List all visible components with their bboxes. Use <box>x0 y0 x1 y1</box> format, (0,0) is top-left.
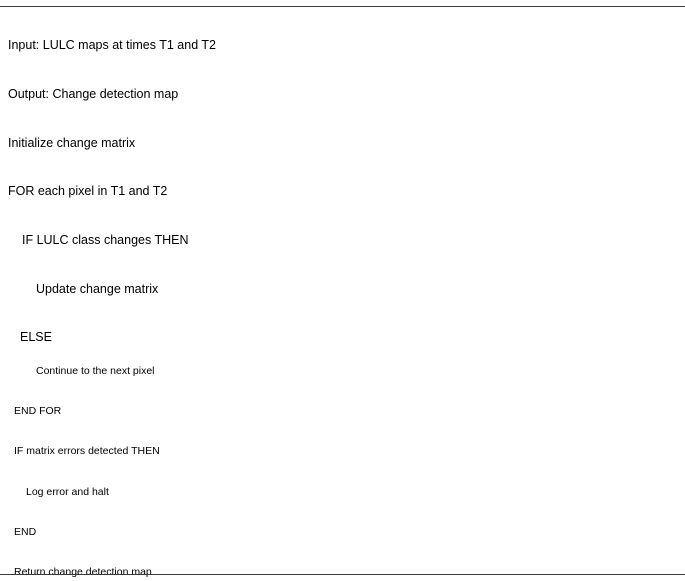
pseudocode-line-input: Input: LULC maps at times T1 and T2 <box>8 38 216 52</box>
pseudocode-line-continue: Continue to the next pixel <box>36 365 155 377</box>
bottom-divider-rule <box>0 574 685 575</box>
pseudocode-line-if-errors: IF matrix errors detected THEN <box>14 445 160 457</box>
pseudocode-line-for: FOR each pixel in T1 and T2 <box>8 184 168 198</box>
pseudocode-line-log-error: Log error and halt <box>26 486 109 498</box>
pseudocode-line-initialize: Initialize change matrix <box>8 136 136 150</box>
pseudocode-line-end: END <box>14 526 37 538</box>
top-divider-rule <box>0 6 685 7</box>
pseudocode-line-update-matrix: Update change matrix <box>36 282 159 296</box>
pseudocode-line-end-for: END FOR <box>14 405 62 417</box>
pseudocode-line-output: Output: Change detection map <box>8 87 179 101</box>
pseudocode-line-else: ELSE <box>20 330 52 344</box>
pseudocode-line-return: Return change detection map <box>14 566 152 578</box>
pseudocode-line-if-class-changes: IF LULC class changes THEN <box>22 233 189 247</box>
